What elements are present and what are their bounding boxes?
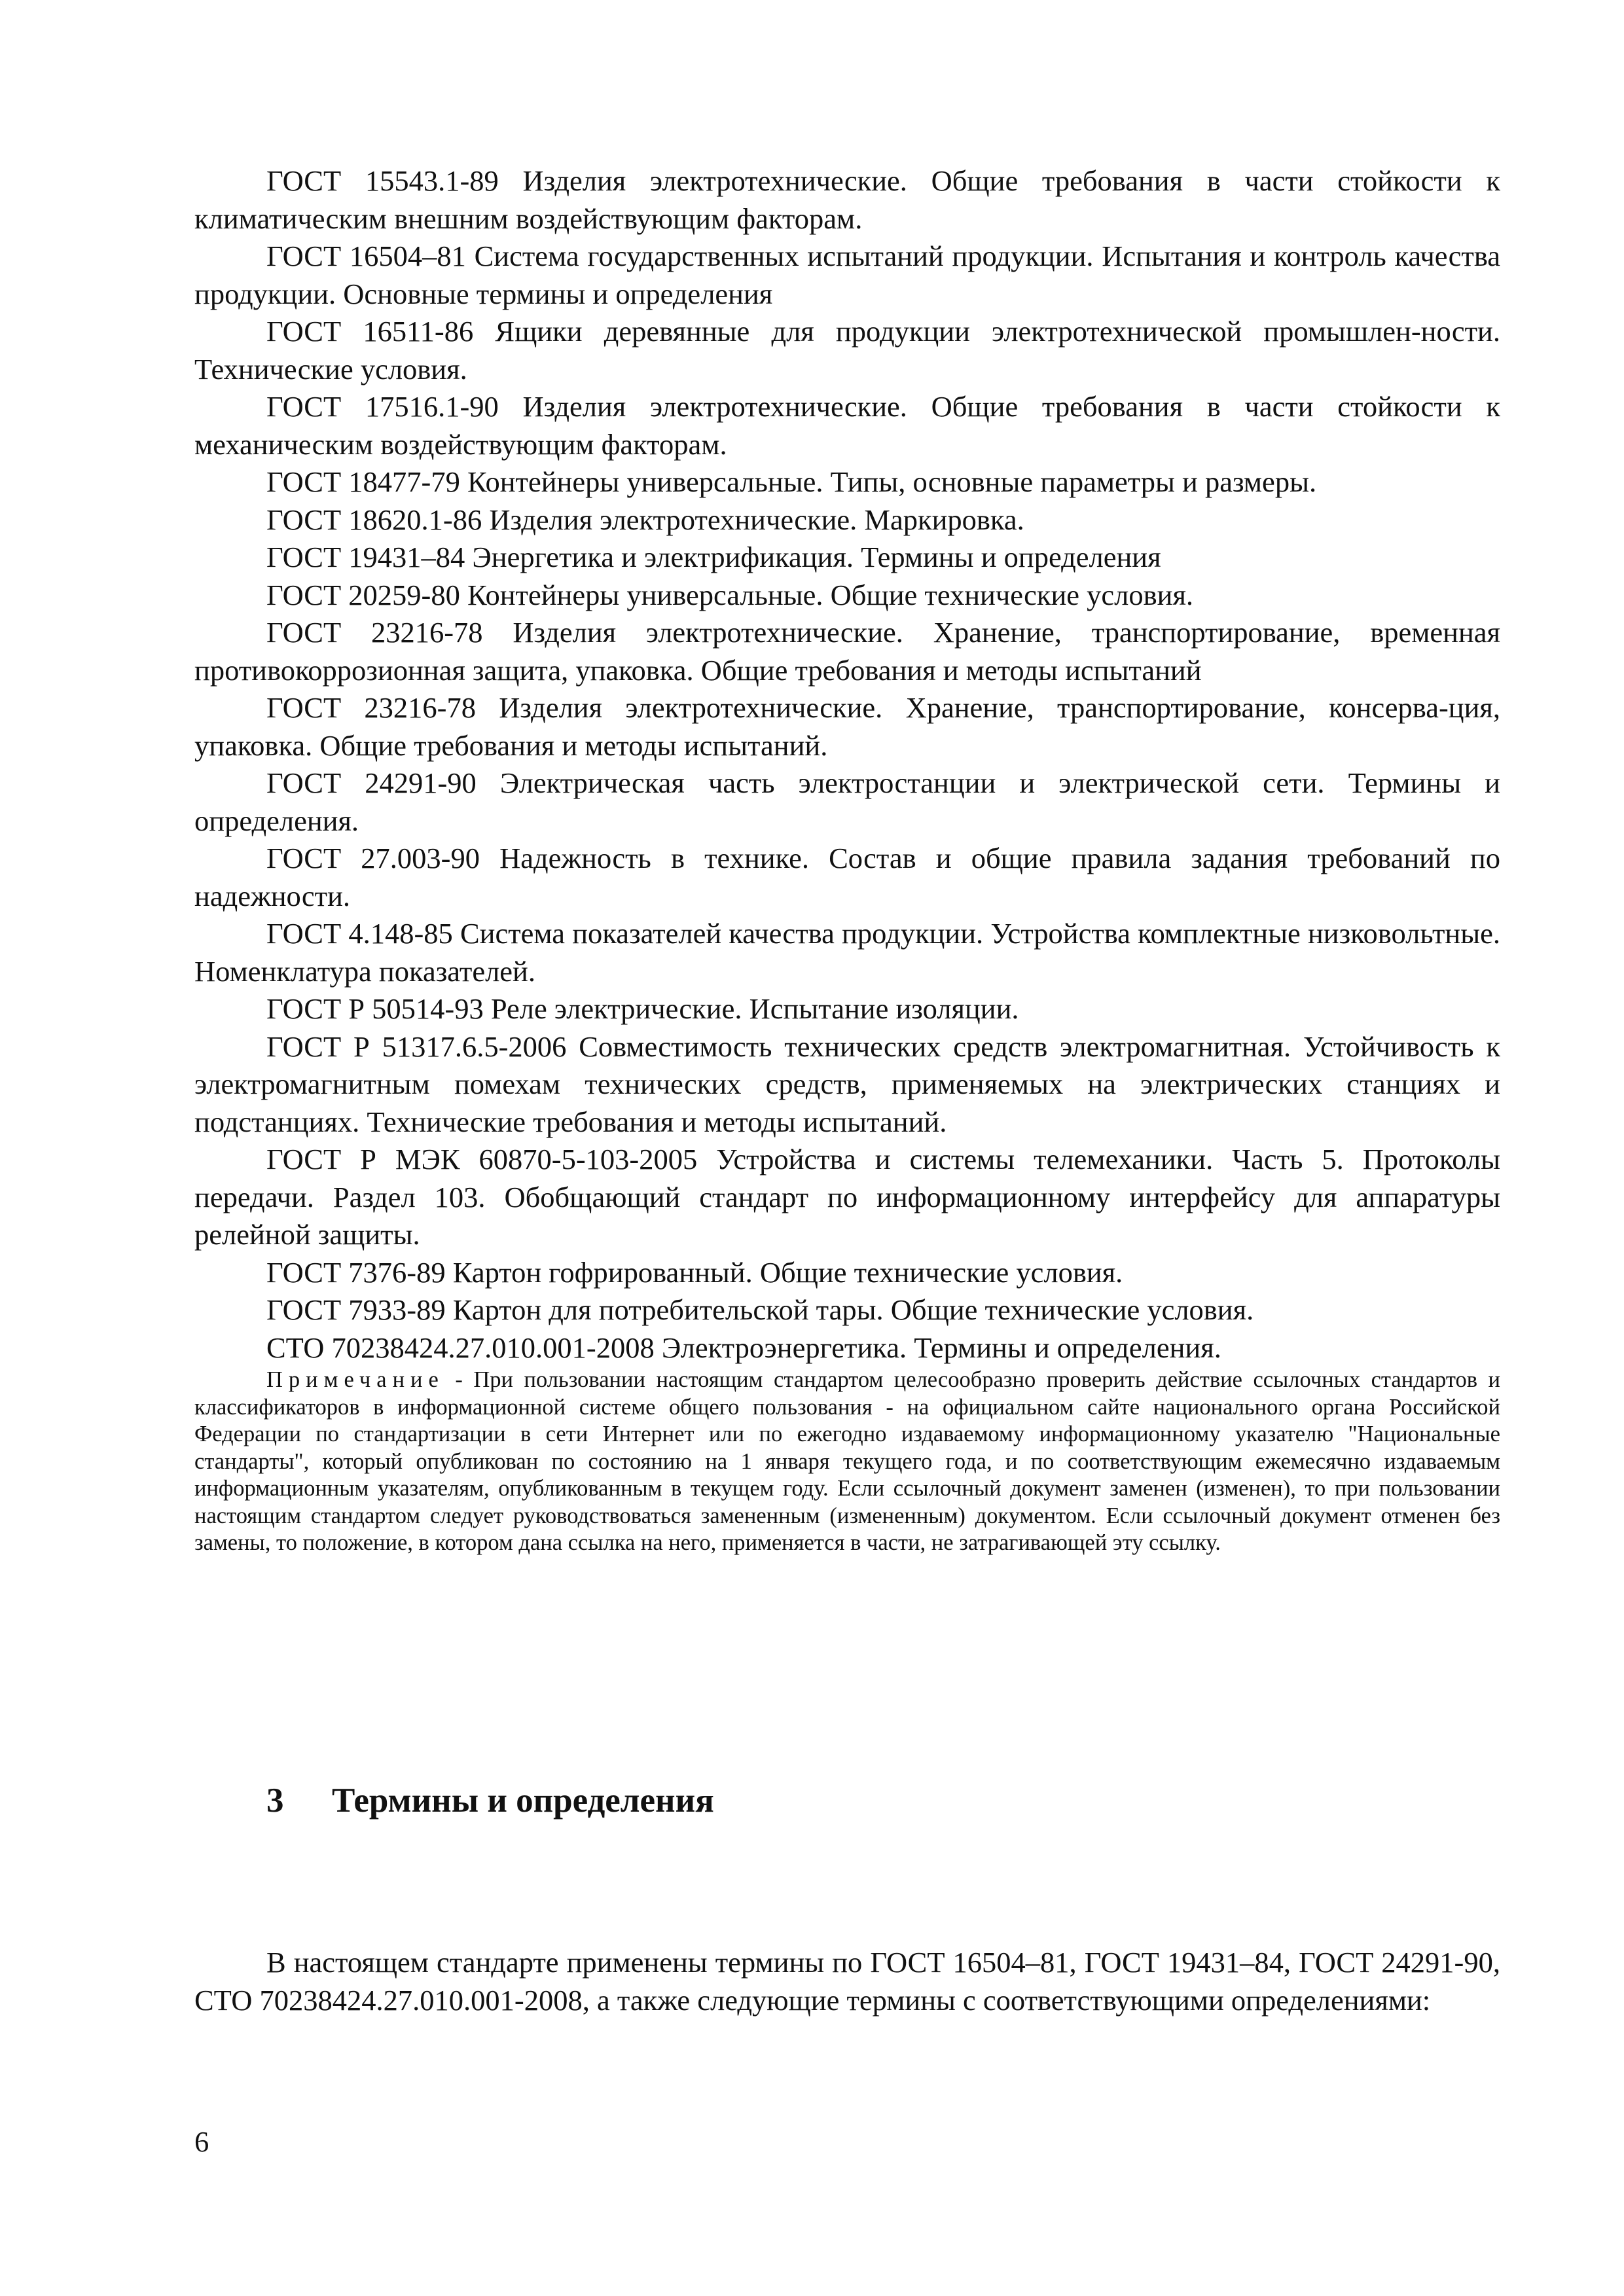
section-heading [266,1778,714,1823]
reference-item: ГОСТ 19431–84 Энергетика и электрификация. Термины и определения [266,541,1161,573]
reference-item: ГОСТ 18477-79 Контейнеры универсальные. Типы, основные параметры и размеры. [266,465,1317,498]
reference-item: ГОСТ 18620.1-86 Изделия электротехнические. Маркировка. [266,503,1024,536]
note-paragraph [194,1367,1500,1557]
note-text: - При пользовании настоящим стандартом целесообразно проверить действие ссылочных стандартов и классификаторов в информационной системе общего пользования - на официальном сайте национального органа Российской Федерации по стандартизации в сети Интернет или по ежегодно издаваемому информационному указателю "Национальные стандарты", который опубликован по состоянию на 1 января текущего года, и по соответствующим ежемесячно издаваемым информационным указателям, опубликованным в текущем году. Если ссылочный документ заменен (изменен), то при пользовании настоящим стандартом следует руководствоваться замененным (измененным) документом. Если ссылочный документ отменен без замены, то положение, в котором дана ссылка на него, применяется в части, не затрагивающей эту ссылку. [194,1367,1500,1555]
reference-item: ГОСТ 7376-89 Картон гофрированный. Общие технические условия. [266,1255,1123,1289]
reference-item: СТО 70238424.27.010.001-2008 Электроэнергетика. Термины и определения. [266,1331,1221,1364]
reference-item: ГОСТ 23216-78 Изделия электротехнические. Хранение, транспортирование, временная противокоррозионная защита, упаковка. Общие требования и методы испытаний [194,616,1500,687]
reference-item: ГОСТ Р 50514-93 Реле электрические. Испытание изоляции. [266,992,1019,1025]
reference-item: ГОСТ 15543.1-89 Изделия электротехнические. Общие требования в части стойкости к климатическим внешним воздействующим факторам. [194,164,1500,235]
reference-item: ГОСТ 16504–81 Система государственных испытаний продукции. Испытания и контроль качества продукции. Основные термины и определения [194,240,1500,310]
reference-item: ГОСТ 27.003-90 Надежность в технике. Состав и общие правила задания требований по надежности. [194,842,1500,912]
reference-item: ГОСТ Р 51317.6.5-2006 Совместимость технических средств электромагнитная. Устойчивость к электромагнитным помехам технических средств, применяемых на электрических станциях и подстанциях. Технические требования и методы испытаний. [194,1030,1500,1138]
reference-item: ГОСТ 23216-78 Изделия электротехнические. Хранение, транспортирование, консерва-ция, упаковка. Общие требования и методы испытаний. [194,691,1500,762]
page-number: 6 [194,2125,209,2158]
reference-item: ГОСТ 4.148-85 Система показателей качества продукции. Устройства комплектные низковольтные. Номенклатура показателей. [194,917,1500,988]
reference-item: ГОСТ 7933-89 Картон для потребительской тары. Общие технические условия. [266,1293,1254,1326]
reference-item: ГОСТ 20259-80 Контейнеры универсальные. Общие технические условия. [266,578,1194,611]
reference-item: ГОСТ 17516.1-90 Изделия электротехнические. Общие требования в части стойкости к механическим воздействующим факторам. [194,390,1500,461]
normative-references [194,162,1500,1557]
terms-intro-paragraph: В настоящем стандарте применены термины по ГОСТ 16504–81, ГОСТ 19431–84, ГОСТ 24291-90, СТО 70238424.27.010.001-2008, а также следующие термины с соответствующими определениями: [194,1946,1500,2017]
reference-item: ГОСТ Р МЭК 60870-5-103-2005 Устройства и системы телемеханики. Часть 5. Протоколы передачи. Раздел 103. Обобщающий стандарт по информационному интерфейсу для аппаратуры релейной защиты. [194,1143,1500,1251]
note-label: Примечание [266,1367,444,1392]
reference-item: ГОСТ 16511-86 Ящики деревянные для продукции электротехнической промышлен-ности. Технические условия. [194,315,1500,386]
reference-item: ГОСТ 24291-90 Электрическая часть электростанции и электрической сети. Термины и определения. [194,766,1500,837]
section-title: Термины и определения [332,1782,714,1820]
section-number: 3 [266,1782,284,1820]
